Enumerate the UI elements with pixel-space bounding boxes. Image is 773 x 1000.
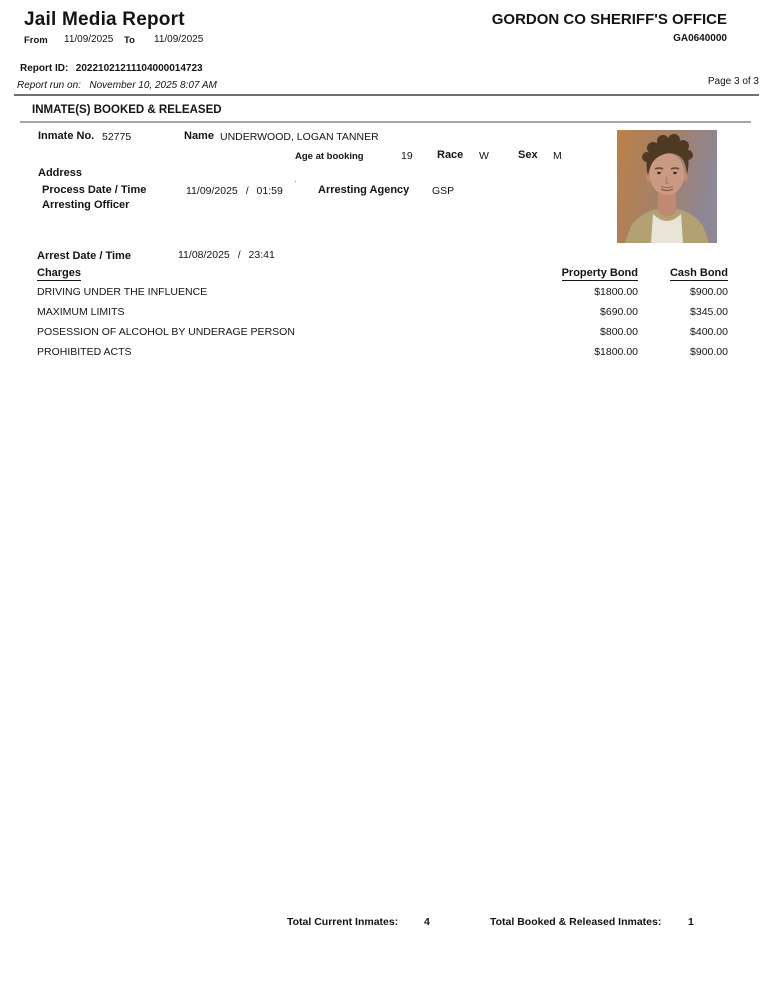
arrest-date-label: Arrest Date / Time xyxy=(37,250,131,262)
inmate-mugshot xyxy=(617,130,717,243)
run-on-row xyxy=(17,75,217,93)
charges-column-header: Charges xyxy=(37,267,82,279)
header-divider xyxy=(14,94,759,96)
property-bond-amount: $690.00 xyxy=(600,306,638,318)
charge-name: MAXIMUM LIMITS xyxy=(37,306,125,318)
cash-bond-amount: $400.00 xyxy=(690,326,728,338)
cash-bond-amount: $900.00 xyxy=(690,346,728,358)
office-code: GA0640000 xyxy=(673,33,727,44)
age-at-booking-label: Age at booking xyxy=(295,151,364,162)
arresting-officer-label: Arresting Officer xyxy=(42,199,130,211)
total-current-inmates-value: 4 xyxy=(424,916,430,928)
cash-bond-column-header: Cash Bond xyxy=(669,267,728,279)
inmate-no-label: Inmate No. xyxy=(38,130,95,142)
arresting-agency-label: Arresting Agency xyxy=(318,184,410,196)
property-bond-amount: $1800.00 xyxy=(594,286,638,298)
address-label: Address xyxy=(38,167,83,179)
total-booked-released-value: 1 xyxy=(688,916,694,928)
report-id-label: Report ID: xyxy=(20,63,69,74)
property-bond-amount: $800.00 xyxy=(600,326,638,338)
race-value: W xyxy=(479,150,489,162)
name-label: Name xyxy=(184,130,214,142)
inmate-no-value: 52775 xyxy=(102,131,132,143)
page-title: Jail Media Report xyxy=(24,9,185,30)
arresting-agency-value: GSP xyxy=(432,185,455,197)
sex-label: Sex xyxy=(518,149,538,161)
total-current-inmates-label: Total Current Inmates: xyxy=(287,916,399,928)
sex-value: M xyxy=(553,150,562,162)
property-bond-amount: $1800.00 xyxy=(594,346,638,358)
mugshot-image xyxy=(617,130,717,243)
race-label: Race xyxy=(437,149,464,161)
to-date: 11/09/2025 xyxy=(154,34,204,45)
from-label: From xyxy=(24,35,48,46)
run-on-value: November 10, 2025 8:07 AM xyxy=(89,80,217,91)
from-date: 11/09/2025 xyxy=(64,34,114,45)
charge-name: DRIVING UNDER THE INFLUENCE xyxy=(37,286,208,298)
arrest-date-value: 11/08/2025 / 23:41 xyxy=(178,249,275,261)
report-id-value: 20221021211104000014723 xyxy=(75,63,203,74)
process-date-label: Process Date / Time xyxy=(42,184,147,196)
name-value: UNDERWOOD, LOGAN TANNER xyxy=(220,131,379,143)
run-on-label: Report run on: xyxy=(17,80,81,91)
report-id-row xyxy=(20,58,203,76)
property-bond-column-header: Property Bond xyxy=(561,267,638,279)
to-label: To xyxy=(124,35,135,46)
cash-bond-amount: $345.00 xyxy=(690,306,728,318)
process-date-value: 11/09/2025 / 01:59 xyxy=(186,185,283,197)
total-booked-released-label: Total Booked & Released Inmates: xyxy=(490,916,662,928)
age-value: 19 xyxy=(401,150,413,162)
cash-bond-amount: $900.00 xyxy=(690,286,728,298)
charge-name: PROHIBITED ACTS xyxy=(37,346,132,358)
office-name: GORDON CO SHERIFF'S OFFICE xyxy=(491,11,727,28)
section-divider xyxy=(20,121,751,123)
address-punct: . xyxy=(294,173,297,185)
page-number: Page 3 of 3 xyxy=(707,76,759,87)
section-heading: INMATE(S) BOOKED & RELEASED xyxy=(32,104,222,116)
charge-name: POSESSION OF ALCOHOL BY UNDERAGE PERSON xyxy=(37,326,295,338)
